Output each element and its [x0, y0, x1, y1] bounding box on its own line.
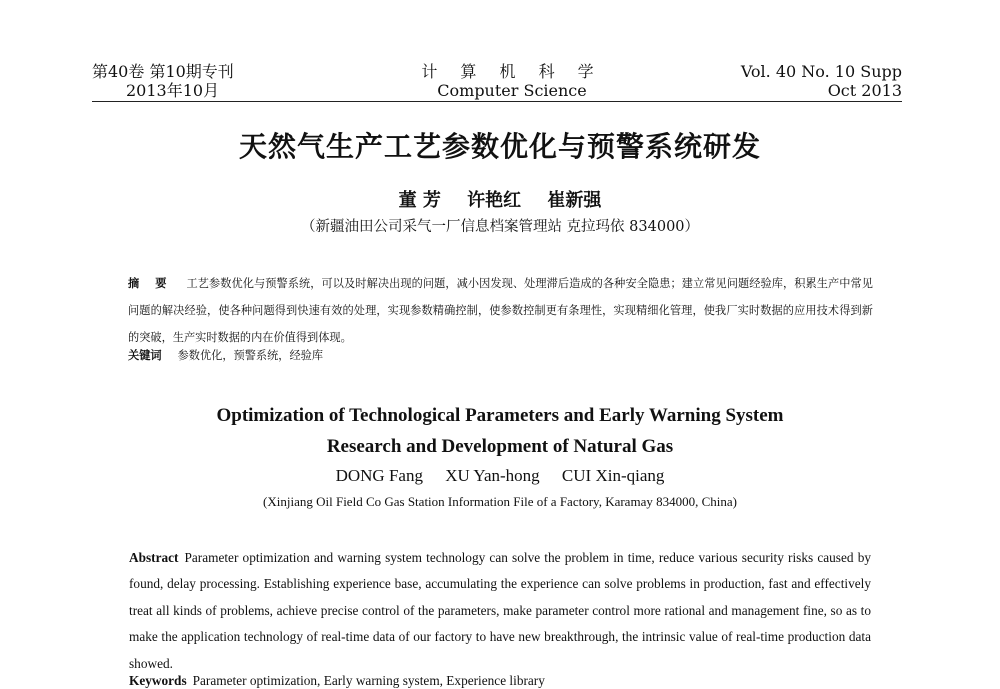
date-cn: 2013年10月 — [126, 81, 220, 100]
header-divider — [92, 101, 902, 102]
keywords-cn — [128, 345, 873, 366]
affiliation-cn: （新疆油田公司采气一厂信息档案管理站 克拉玛依 834000） — [300, 219, 700, 235]
author-en: DONG Fang — [335, 466, 423, 485]
paper-title-en-line2: Research and Development of Natural Gas — [326, 436, 674, 457]
author-en: XU Yan-hong — [445, 466, 540, 485]
keywords-cn-label: 关键词 — [128, 348, 162, 362]
header-volume-en — [740, 62, 902, 100]
author-cn: 崔新强 — [547, 190, 602, 211]
abstract-cn-label: 摘 要 — [128, 276, 173, 290]
author-list-en — [0, 466, 1000, 486]
date-en: Oct 2013 — [827, 81, 902, 100]
abstract-en-text: Parameter optimization and warning system technology can solve the problem in time, reduce various security risks caused by found, delay processing. Establishing experience base, accumulating the experience can solve problems in production, fast and effectively treat all kinds of problems, achieve precise control of the parameters, make parameter control more rational and management fine, so as to make the application technology of real-time data of our factory to have new breakthrough, the intrinsic value of real-time production data showed. — [129, 550, 871, 671]
journal-name — [412, 62, 612, 100]
author-list-cn — [0, 186, 1000, 212]
volume-issue-cn: 第40卷 第10期专刊 — [92, 62, 234, 81]
affiliation-en: (Xinjiang Oil Field Co Gas Station Information File of a Factory, Karamay 834000, China) — [263, 494, 737, 509]
volume-issue-en: Vol. 40 No. 10 Supp — [740, 62, 902, 81]
keywords-cn-text: 参数优化，预警系统，经验库 — [177, 349, 324, 362]
keywords-en-label: Keywords — [129, 673, 187, 688]
paper-title-cn: 天然气生产工艺参数优化与预警系统研发 — [238, 130, 761, 163]
author-cn: 董 芳 — [398, 190, 441, 211]
abstract-cn-text: 工艺参数优化与预警系统，可以及时解决出现的问题，减小因发现、处理滞后造成的各种安全隐患；建立常见问题经验库，积累生产中常见问题的解决经验，使各种问题得到快速有效的处理，实现参数精确控制，使参数控制更有条理性，实现精细化管理，使我厂实时数据的应用技术得到新的突破，生产实时数据的内在价值得到体现。 — [128, 277, 873, 344]
journal-name-cn: 计 算 机 科 学 — [421, 62, 603, 81]
journal-name-en: Computer Science — [437, 81, 587, 100]
author-en: CUI Xin-qiang — [561, 466, 665, 485]
abstract-en — [129, 545, 871, 677]
keywords-en-text: Parameter optimization, Early warning system, Experience library — [192, 673, 545, 688]
author-cn: 许艳红 — [467, 190, 522, 211]
header-volume-cn — [92, 62, 234, 100]
paper-title-en-line1: Optimization of Technological Parameters and Early Warning System — [216, 405, 784, 426]
keywords-en — [129, 673, 871, 689]
abstract-cn — [128, 270, 873, 351]
paper-title-en — [0, 400, 1000, 462]
abstract-en-label: Abstract — [129, 550, 179, 565]
